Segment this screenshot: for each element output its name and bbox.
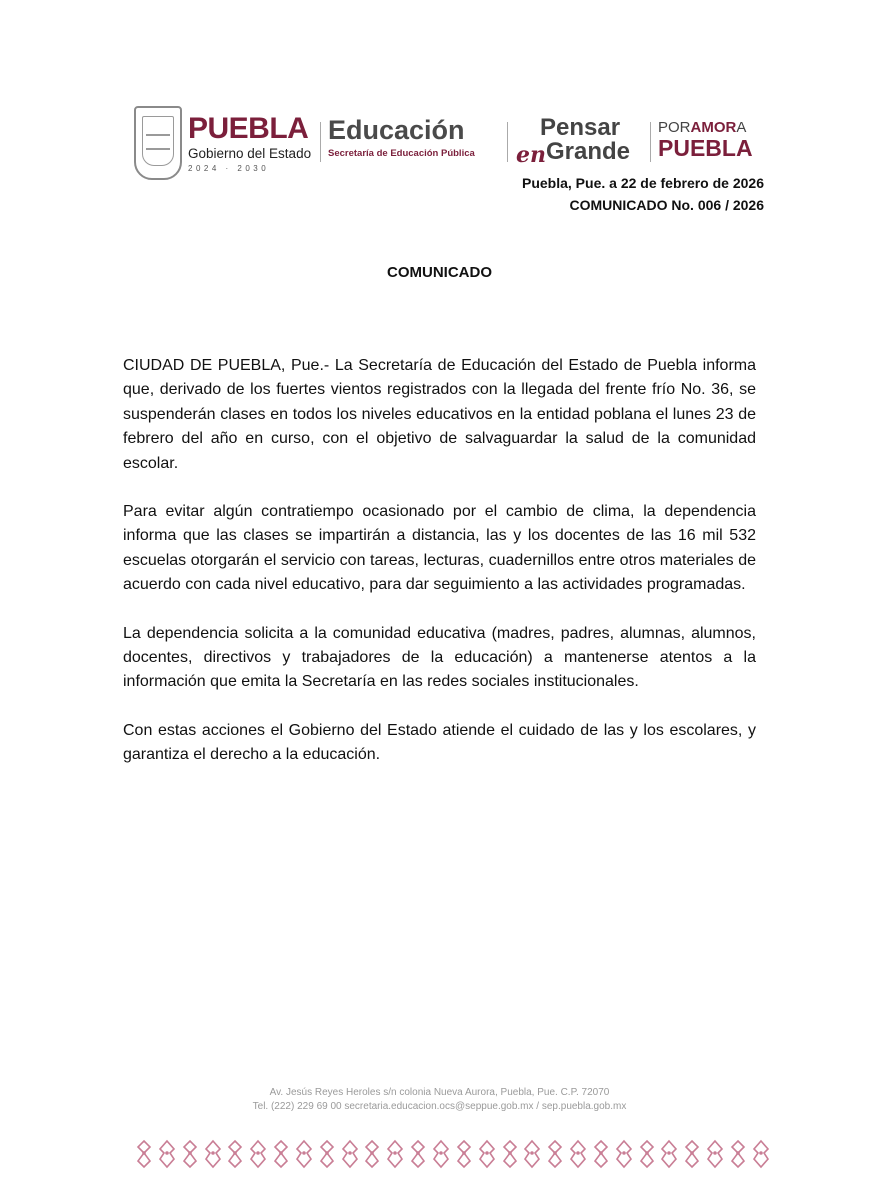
- puebla-gobierno-logo: [188, 114, 318, 173]
- pattern-motif-icon: [341, 1139, 359, 1169]
- footer-contact: Tel. (222) 229 69 00 secretaria.educacion.ocs@seppue.gob.mx / sep.puebla.gob.mx: [252, 1101, 627, 1112]
- pattern-motif-icon: [592, 1139, 610, 1169]
- pattern-motif-icon: [318, 1139, 336, 1169]
- pattern-motif-icon: [272, 1139, 290, 1169]
- pattern-motif-icon: [546, 1139, 564, 1169]
- pattern-motif-icon: [295, 1139, 313, 1169]
- pattern-motif-icon: [409, 1139, 427, 1169]
- pattern-motif-icon: [135, 1139, 153, 1169]
- paragraph: Para evitar algún contratiempo ocasionado por el cambio de clima, la dependencia informa que las clases se impartirán a distancia, las y los docentes de las 16 mil 532 escuelas otorgarán el servicio con tareas, lecturas, cuadernillos entre otros materiales de acuerdo con cada nivel educativo, para dar seguimiento a las actividades programadas.: [123, 503, 756, 594]
- gobierno-label: Gobierno del Estado: [188, 146, 312, 161]
- coat-of-arms-icon: [134, 106, 182, 180]
- paragraph: Con estas acciones el Gobierno del Estado atiende el cuidado de las y los escolares, y garantiza el derecho a la educación.: [123, 721, 756, 764]
- pattern-motif-icon: [249, 1139, 267, 1169]
- pattern-motif-icon: [683, 1139, 701, 1169]
- grande-word: Grande: [546, 138, 631, 165]
- pattern-motif-icon: [478, 1139, 496, 1169]
- decorative-pattern-border: [135, 1136, 770, 1172]
- pattern-motif-icon: [158, 1139, 176, 1169]
- pattern-motif-icon: [660, 1139, 678, 1169]
- footer: [0, 1086, 879, 1114]
- educacion-logo-text: Educación: [328, 115, 465, 145]
- footer-address: Av. Jesús Reyes Heroles s/n colonia Nueva Aurora, Puebla, Pue. C.P. 72070: [269, 1087, 610, 1098]
- pattern-motif-icon: [615, 1139, 633, 1169]
- educacion-logo: [328, 116, 503, 159]
- pensar-word: Pensar: [540, 114, 621, 141]
- logo-divider: [650, 122, 651, 162]
- pattern-motif-icon: [729, 1139, 747, 1169]
- gobierno-years: 2024 · 2030: [188, 164, 270, 173]
- por-word: POR: [658, 119, 691, 136]
- pensar-en-grande-logo: [514, 116, 644, 176]
- pattern-motif-icon: [432, 1139, 450, 1169]
- pattern-motif-icon: [386, 1139, 404, 1169]
- comunicado-number: COMUNICADO No. 006 / 2026: [569, 197, 764, 213]
- pattern-motif-icon: [363, 1139, 381, 1169]
- pattern-motif-icon: [204, 1139, 222, 1169]
- pattern-motif-icon: [706, 1139, 724, 1169]
- amor-word: AMOR: [690, 119, 737, 136]
- pattern-motif-icon: [226, 1139, 244, 1169]
- pattern-motif-icon: [501, 1139, 519, 1169]
- place-date: Puebla, Pue. a 22 de febrero de 2026: [522, 175, 764, 191]
- pattern-motif-icon: [523, 1139, 541, 1169]
- en-word: en: [516, 142, 546, 168]
- a-word: A: [736, 119, 747, 136]
- puebla-logo-text: PUEBLA: [188, 112, 309, 145]
- paragraph: La dependencia solicita a la comunidad educativa (madres, padres, alumnas, alumnos, docentes, directivos y trabajadores de la educación) a mantenerse atentos a la información que emita la Secretaría en las redes sociales institucionales.: [123, 624, 756, 691]
- puebla-slogan-word: PUEBLA: [658, 135, 753, 161]
- document-title: COMUNICADO: [387, 264, 492, 281]
- logo-divider: [320, 122, 321, 162]
- secretaria-label: Secretaría de Educación Pública: [328, 148, 475, 159]
- pattern-motif-icon: [569, 1139, 587, 1169]
- document-body: [123, 354, 756, 792]
- logo-divider: [507, 122, 508, 162]
- dateline: [522, 172, 764, 216]
- paragraph: CIUDAD DE PUEBLA, Pue.- La Secretaría de Educación del Estado de Puebla informa que, derivado de los fuertes vientos registrados con la llegada del frente frío No. 36, se suspenderán clases en todos los niveles educativos en la entidad poblana el lunes 23 de febrero del año en curso, con el objetivo de salvaguardar la salud de la comunidad escolar.: [123, 357, 756, 472]
- por-amor-a-puebla-logo: [658, 120, 778, 160]
- pattern-motif-icon: [181, 1139, 199, 1169]
- pattern-motif-icon: [455, 1139, 473, 1169]
- pattern-motif-icon: [752, 1139, 770, 1169]
- pattern-motif-icon: [638, 1139, 656, 1169]
